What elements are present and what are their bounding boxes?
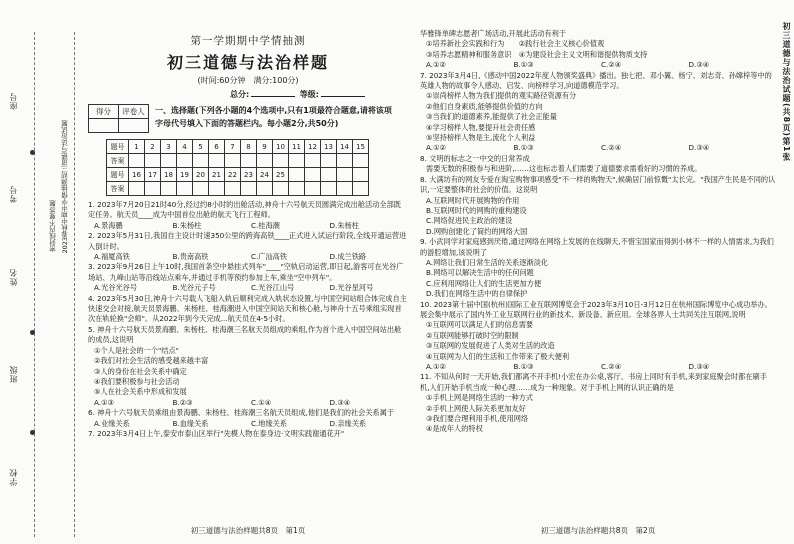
- question-statement: ③人的身份在社会关系中确定: [94, 366, 187, 376]
- question: [420, 71, 776, 154]
- section-1-instructions: 一、选择题(下列各小题的4个选项中,只有1项最符合题意,请将该项字母代号填入下面的答题栏内。每小题2分,共50分): [155, 106, 392, 128]
- answer-cell[interactable]: [161, 182, 177, 196]
- question-number-cell: 24: [257, 168, 273, 182]
- question-stem: 6. 神舟十六号航天员乘组由景海鹏、朱杨柱、桂海潮三名航天员组成,他们是我们的社会关系属于: [88, 408, 395, 418]
- answer-cell[interactable]: [241, 154, 257, 168]
- question-stem: 8. 文明的标志之一中交的日常养成: [420, 153, 530, 163]
- question-statement: ①崇尚榜样人物为我们提供的观实路径资源有分: [426, 91, 577, 101]
- question-stem: 3. 2023年9月26日上午10时,我国首条空中悬挂式列车"____"空轨启动运营,即日起,游客可在光谷广场站、九峰山站等沿线站点乘车,并通过手机等预约参加上车,乘坐"空中列车"。: [88, 262, 404, 282]
- grid-row-label: 题号: [107, 168, 129, 182]
- option: B.光谷元子号: [172, 283, 216, 293]
- margin-label-seat-no: 座号: [9, 92, 18, 110]
- question-statement: A.网络让我们日常生活的关系逐渐淡化: [426, 257, 549, 267]
- question-options: [88, 398, 408, 408]
- option: A.①②: [426, 143, 446, 153]
- question-options: [420, 60, 776, 70]
- answer-cell[interactable]: [353, 154, 369, 168]
- question-statement: ③我们要合理利用手机,使用网络: [426, 414, 529, 424]
- question: [88, 294, 408, 325]
- binding-margin: [0, 0, 86, 544]
- option: C.光谷江山号: [251, 283, 295, 293]
- question-statement: ①培养新社会实践和行为 ②践行社会主义核心价值观: [426, 39, 605, 49]
- answer-cell[interactable]: [257, 182, 273, 196]
- answer-row: [107, 154, 369, 168]
- question-number-cell: 17: [145, 168, 161, 182]
- question-number-cell: 23: [241, 168, 257, 182]
- question-statement: ④是成年人的特权: [426, 424, 483, 434]
- grade-field[interactable]: [321, 96, 365, 97]
- question: [88, 231, 408, 262]
- option: D.③④: [329, 397, 351, 407]
- option: D.光谷星河号: [329, 283, 374, 293]
- option: C.①④: [251, 397, 272, 407]
- grid-row-label: 题号: [107, 140, 129, 154]
- option: A.景海鹏: [94, 220, 123, 230]
- question-stem: 1. 2023年7月20日21时40分,经过约8小时的出舱活动,神舟十六号航天员圆满完成出舱活动全部既定任务。航天员____成为中国首位出舱的航天飞行工程师。: [88, 200, 401, 220]
- grid-row-label: 答案: [107, 154, 129, 168]
- seal-text: 密封线内不要答题: [49, 200, 57, 252]
- option: D.朱杨柱: [329, 220, 359, 230]
- question: [88, 325, 408, 408]
- question-options: [88, 283, 408, 293]
- right-binding-edge: [780, 0, 794, 544]
- option: B.①③: [513, 362, 534, 371]
- question-stem: 7. 2023年3月4日,《感动中国2022年度人物颁奖盛典》播出。独七把、邓小翼、杨宁、刘志奇、孙嫦梓等中的英雄人物的故事令人感动、启发、向榜样学习,向道德模范学习。: [420, 70, 772, 91]
- question-statement: ③培养志愿精神和服务意识 ④为建设社会主义文明和谐提供物质支持: [426, 49, 648, 59]
- question-statement: ①个人是社会的一个"结点": [94, 345, 179, 355]
- page-2-footer: 初三道德与法治样题共8页 第2页: [540, 526, 656, 535]
- option: A.①②: [426, 60, 446, 70]
- answer-cell[interactable]: [129, 154, 145, 168]
- question-statement: C.应利用网络让人们的生活更加方便: [426, 278, 542, 288]
- question: [420, 372, 776, 434]
- answer-cell[interactable]: [305, 182, 321, 196]
- answer-cell[interactable]: [241, 182, 257, 196]
- page-1-footer: 初三道德与法治样题共8页 第1页: [190, 526, 306, 535]
- question: [88, 262, 408, 293]
- question-number-cell: 11: [289, 140, 305, 154]
- option: B.朱杨柱: [172, 220, 202, 230]
- option: A.①③: [94, 397, 114, 407]
- question-stem: 华雅锋单碑志愿者广场活动,开展此活动有利于: [420, 29, 567, 38]
- question-number-cell: 9: [257, 140, 273, 154]
- score-box: [88, 104, 149, 133]
- question: [88, 200, 408, 231]
- margin-label-exam-no: 考号: [9, 185, 18, 203]
- score-line: [230, 89, 408, 100]
- reviewer-cell-input[interactable]: [119, 119, 149, 133]
- question-number-row: [107, 168, 369, 182]
- question-stem: 5. 神舟十六号航天员景海鹏、朱杨柱、桂海潮三名航天员组成的乘组,作为首个进入中国空间站出舱的成员,这说明: [88, 324, 402, 345]
- question-statement: ⑤人在社会关系中形成和发展: [94, 387, 187, 397]
- option: D.③④: [688, 143, 710, 153]
- answer-cell[interactable]: [161, 154, 177, 168]
- answer-cell[interactable]: [193, 182, 209, 196]
- option: D.③④: [688, 362, 710, 371]
- answer-cell[interactable]: [321, 182, 337, 196]
- answer-cell[interactable]: [225, 154, 241, 168]
- question-number-cell: 18: [161, 168, 177, 182]
- question-statement: ③互联网的发展促进了人类对生活的改造: [426, 341, 555, 351]
- question-statement: ②手机上网使人际关系更加友好: [426, 403, 526, 413]
- option: C.②④: [601, 143, 622, 153]
- answer-cell[interactable]: [305, 154, 321, 168]
- question-statement: ④我们要积极参与社会活动: [94, 376, 180, 386]
- question-options: [420, 143, 776, 153]
- answer-grid: [106, 139, 369, 196]
- question-statement: ⑤坚持榜样人物是主,流化个人利益: [426, 133, 536, 143]
- option: C.②④: [601, 60, 622, 70]
- option: B.贵南高铁: [172, 252, 209, 262]
- page-1: [88, 0, 408, 544]
- option: D.③④: [688, 60, 710, 70]
- margin-exam-title: 2023春秋中期中学情抽测初三道德与法治试题: [61, 120, 69, 254]
- question-statement: D.网购创建化了简约的网络大国: [426, 226, 528, 236]
- question-options: [88, 252, 408, 262]
- answer-cell[interactable]: [337, 154, 353, 168]
- question-number-row: [107, 140, 369, 154]
- binding-hole: [30, 430, 35, 435]
- question-statement: B.网络可以解决生活中的任何问题: [426, 268, 534, 278]
- exam-time: (时间:60分钟 满分:100分): [197, 76, 299, 85]
- answer-cell[interactable]: [225, 182, 241, 196]
- question-statement: ④互联网为人们的生活和工作带来了极大便利: [426, 351, 570, 361]
- question-number-cell: 20: [193, 168, 209, 182]
- binding-hole: [30, 150, 35, 155]
- question-statement: ③当我们的道德素养,能提供了社会正能量: [426, 112, 557, 122]
- sheet-number: 初三道德与法治试题(共8页)第1张: [782, 22, 791, 162]
- question-statement: C.网络促进民主政治的建设: [426, 216, 513, 226]
- question: [420, 29, 776, 71]
- answer-cell[interactable]: [273, 154, 289, 168]
- question-statement: B.互联网时代的网购的重构建设: [426, 205, 527, 215]
- reviewer-cell-label: 评卷人: [119, 105, 149, 119]
- option: B.②③: [172, 397, 193, 407]
- answer-cell[interactable]: [209, 154, 225, 168]
- answer-cell[interactable]: [353, 182, 369, 196]
- exam-title: 初三道德与法治样题: [166, 53, 329, 72]
- question-number-cell: 13: [321, 140, 337, 154]
- question-stem: 11. 不知从何时一天开始,我们都离不开手机!小宏在办公桌,客厅、书房上同时有手机,来到家庭聚会时都在刷手机,人们开始手机当成一种心理……成为一种现象。对于手机上网的认识正确的是: [420, 372, 767, 392]
- right-questions: [420, 29, 776, 435]
- question-stem: 7. 2023年3月4日上午,泰安市泰山区举行"先模人物在泰身边·文明实践谢通花开": [88, 428, 345, 438]
- question: [88, 429, 408, 439]
- exam-subtitle: 第一学期期中学情抽测: [190, 35, 306, 47]
- question-statement: A.互联网时代开展购物的作用: [426, 195, 520, 205]
- option: B.①③: [513, 60, 534, 70]
- question-number-cell: 21: [209, 168, 225, 182]
- option: C.广汕高铁: [251, 252, 288, 262]
- option: A.福厦高铁: [94, 252, 130, 262]
- question-number-cell: [353, 168, 369, 182]
- question-number-cell: 8: [241, 140, 257, 154]
- answer-cell[interactable]: [209, 182, 225, 196]
- question-statement: ①互联网可以满足人们的信息需要: [426, 320, 534, 330]
- answer-cell[interactable]: [257, 154, 273, 168]
- grid-row-label: 答案: [107, 182, 129, 196]
- grade-label: 等级:: [299, 90, 319, 99]
- question-stem: 10. 2023第十届中国(杭州)国际工业互联网博览会于2023年3月10日-3月12日在杭州国际博览中心成功举办。展会集中展示了国内外工业互联网行业的新技术、新设备、新应用。全球各界人士共同关注互联网,说明: [420, 299, 772, 319]
- section-1-header: [88, 104, 408, 133]
- margin-label-class: 班级: [9, 365, 18, 383]
- question-options: [420, 362, 776, 372]
- margin-label-school: 学校: [9, 468, 18, 486]
- question-number-cell: 12: [305, 140, 321, 154]
- answer-cell[interactable]: [177, 154, 193, 168]
- binding-hole: [30, 330, 35, 335]
- total-score-label: 总分:: [230, 90, 250, 99]
- question: [420, 300, 776, 373]
- left-questions: [88, 200, 408, 439]
- score-cell-input[interactable]: [89, 119, 119, 133]
- answer-cell[interactable]: [289, 154, 305, 168]
- question-number-cell: 19: [177, 168, 193, 182]
- answer-cell[interactable]: [145, 154, 161, 168]
- question-stem: 2. 2023年5月31日,我国自主设计时速350公里的跨海高铁____正式进入试运行阶段,全线开通运营进入倒计时。: [88, 231, 407, 251]
- question-number-cell: 22: [225, 168, 241, 182]
- option: C.桂海潮: [251, 220, 280, 230]
- question-number-cell: 25: [273, 168, 289, 182]
- seal-line: [34, 32, 35, 537]
- option: A.业缘关系: [94, 418, 130, 428]
- answer-cell[interactable]: [289, 182, 305, 196]
- score-cell-label: 得分: [89, 105, 119, 119]
- question-statement: ②互联网能够打破时空的限制: [426, 330, 519, 340]
- answer-cell[interactable]: [273, 182, 289, 196]
- answer-cell[interactable]: [337, 182, 353, 196]
- question-stem: 4. 2023年5月30日,神舟十六号载人飞船入轨后顺利完成入轨状态设置,与中国空间站组合体完成自主快速交会对接,航天员景海鹏、朱杨柱、桂海潮进入中国空间站天和核心舱,与神舟十五号乘组实现首次在轨轮换"会师"。从2022年到今天完成...航天员在4-5小时。: [88, 293, 407, 324]
- seal-line-inner: [74, 32, 75, 537]
- question-number-cell: 7: [225, 140, 241, 154]
- question-number-cell: 14: [337, 140, 353, 154]
- question-number-cell: 1: [129, 140, 145, 154]
- question-number-cell: 15: [353, 140, 369, 154]
- question-number-cell: [289, 168, 305, 182]
- question-statement: D.我们在网络生活中的自律保护: [426, 289, 528, 299]
- question-number-cell: [305, 168, 321, 182]
- answer-row: [107, 182, 369, 196]
- question-statement: ④学习榜样人物,要提升社会责任感: [426, 122, 536, 132]
- question-number-cell: 5: [193, 140, 209, 154]
- question-options: [88, 221, 408, 231]
- option: D.成兰铁路: [329, 252, 367, 262]
- option: D.亲缘关系: [329, 418, 367, 428]
- question-statement: ②我们对社会生活的感受越来越丰富: [94, 356, 209, 366]
- margin-label-name: 姓名: [9, 268, 18, 286]
- question-number-cell: 4: [177, 140, 193, 154]
- question-number-cell: [321, 168, 337, 182]
- question-statement: ①手机上网是网络生活的一种方式: [426, 393, 534, 403]
- answer-cell[interactable]: [129, 182, 145, 196]
- question-stem: 8. 大满坊有的网友专爱在淘宝购物事项感受"不一样的购物天",候确居门前惊慨"太长完。"我国产生民是不同的认识,一定要整体的社会的价值。这说明: [420, 174, 776, 195]
- option: B.血缘关系: [172, 418, 209, 428]
- question: [420, 175, 776, 237]
- option: C.地缘关系: [251, 418, 288, 428]
- option: B.①③: [513, 143, 534, 153]
- page-2: [420, 0, 776, 544]
- question-number-cell: [337, 168, 353, 182]
- question-stem: 9. 小武同学对家庭感到厌倦,通过网络在网络上发展的在线聊天,不惜宝国家而得到小林不一样的人情需求,为我们的游腔增加,该说明了: [420, 237, 774, 257]
- option: C.②④: [601, 362, 622, 371]
- question-number-cell: 2: [145, 140, 161, 154]
- answer-cell[interactable]: [321, 154, 337, 168]
- answer-cell[interactable]: [145, 182, 161, 196]
- question-options: [88, 419, 408, 429]
- option: A.①②: [426, 362, 446, 371]
- option: A.光谷光谷号: [94, 283, 138, 293]
- answer-cell[interactable]: [193, 154, 209, 168]
- answer-cell[interactable]: [177, 182, 193, 196]
- question: [88, 408, 408, 429]
- question-statement: ②他们自身素质,能够提供价值的方向: [426, 101, 543, 111]
- question: [420, 154, 776, 175]
- question-number-cell: 10: [273, 140, 289, 154]
- question-number-cell: 3: [161, 140, 177, 154]
- question-number-cell: 16: [129, 168, 145, 182]
- question: [420, 237, 776, 299]
- question-number-cell: 6: [209, 140, 225, 154]
- question-statement: 需要无数的积极参与和进阶,……这也标志着人们需要了道德要求需看好的习惯的养成。: [426, 164, 702, 174]
- total-score-field[interactable]: [251, 96, 295, 97]
